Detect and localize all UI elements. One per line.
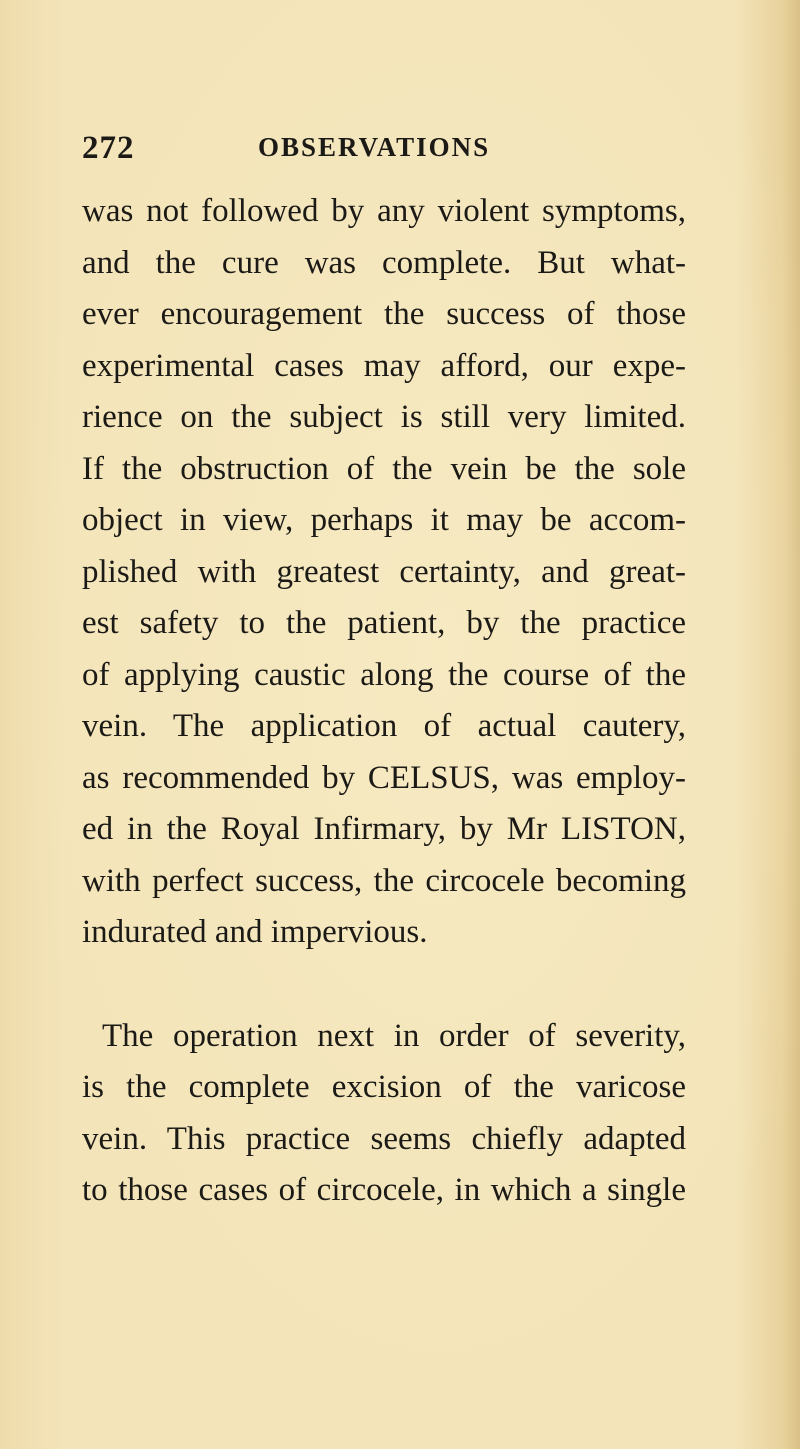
text-line: as recommended by CELSUS, was employ- xyxy=(82,759,686,796)
text-line: ed in the Royal Infirmary, by Mr LISTON, xyxy=(82,811,686,847)
text-line: experimental cases may afford, our expe- xyxy=(82,347,686,384)
paragraph-1 xyxy=(82,186,686,959)
text-line: The operation next in order of severity, xyxy=(102,1017,686,1054)
text-line: indurated and impervious. xyxy=(82,914,428,950)
text-line: object in view, perhaps it may be accom- xyxy=(82,502,686,538)
paragraph-2 xyxy=(82,1011,686,1217)
body-text xyxy=(82,186,686,1217)
text-line: rience on the subject is still very limited. xyxy=(82,399,686,435)
page-number: 272 xyxy=(82,130,135,166)
text-line: to those cases of circocele, in which a single xyxy=(82,1172,686,1208)
paragraph-gap xyxy=(82,959,686,1011)
page-heading: OBSERVATIONS xyxy=(258,132,491,162)
text-line: was not followed by any violent symptoms, xyxy=(82,193,686,229)
running-head xyxy=(82,130,682,170)
text-line: vein. This practice seems chiefly adapted xyxy=(82,1120,686,1157)
text-line: with perfect success, the circocele becoming xyxy=(82,862,686,899)
text-line: of applying caustic along the course of the xyxy=(82,656,686,693)
text-line: ever encouragement the success of those xyxy=(82,296,686,332)
text-line: is the complete excision of the varicose xyxy=(82,1069,686,1105)
text-line: and the cure was complete. But what- xyxy=(82,244,686,281)
text-line: vein. The application of actual cautery, xyxy=(82,708,686,744)
text-line: plished with greatest certainty, and great- xyxy=(82,553,686,590)
text-line: est safety to the patient, by the practice xyxy=(82,605,686,641)
text-line: If the obstruction of the vein be the sole xyxy=(82,450,686,487)
